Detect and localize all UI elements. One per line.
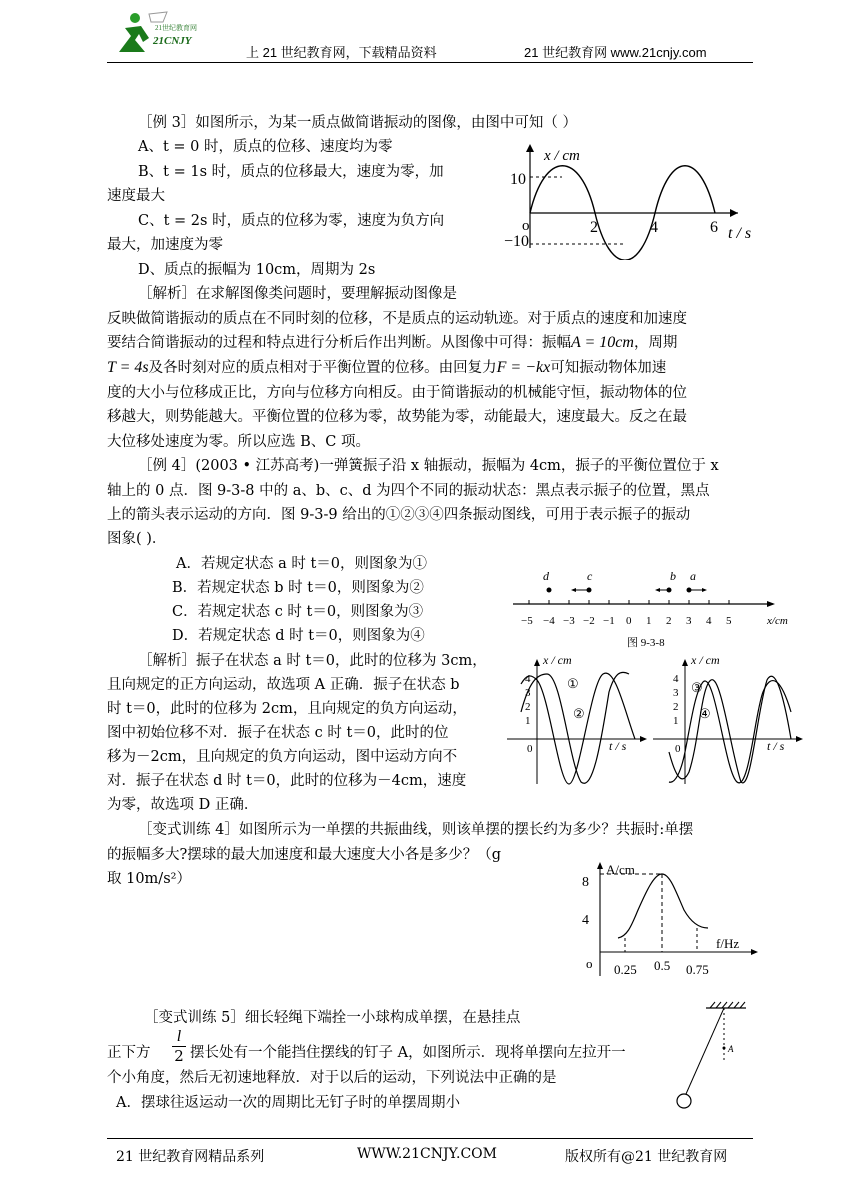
number-line-figure <box>505 566 805 656</box>
ex3-option-a: A、t = 0 时，质点的位移、速度均为零 <box>138 139 393 155</box>
plot-left <box>507 653 647 784</box>
ex4-analysis-5: 移为－2cm，且向规定的负方向运动，图中运动方向不 <box>107 749 458 765</box>
plot-right-y2: 2 <box>673 701 679 713</box>
resonance-xlabel: f/Hz <box>716 936 740 951</box>
ex4-line-3: 上的箭头表示运动的方向．图 9-3-9 给出的①②③④四条振动图线，可用于表示振子的振动 <box>107 507 691 523</box>
resonance-x2: 0.5 <box>654 958 671 973</box>
ex4-analysis-3: 时 t＝0，此时的位移为 2cm，且向规定的负方向运动， <box>107 701 467 717</box>
ex4-option-b: B．若规定状态 b 时 t＝0，则图象为② <box>172 580 424 596</box>
tick--5: −5 <box>521 615 533 627</box>
ex4-option-d: D．若规定状态 d 时 t＝0，则图象为④ <box>172 628 425 644</box>
curve-4 <box>669 681 791 783</box>
ex3-t6: 6 <box>710 219 718 236</box>
fig-caption: 图 9-3-8 <box>627 637 665 649</box>
tick-1: 1 <box>646 615 652 627</box>
logo-text-en: 21CNJY <box>153 35 192 47</box>
tick-5: 5 <box>726 615 732 627</box>
ex3-y-pos: 10 <box>510 171 526 188</box>
tick--4: −4 <box>543 615 555 627</box>
ex3-option-c-cont: 最大，加速度为零 <box>107 237 223 253</box>
drill5-line-1: ［变式训练 5］细长轻绳下端拴一小球构成单摆，在悬挂点 <box>144 1010 521 1026</box>
ex3-option-b-cont: 速度最大 <box>107 188 165 204</box>
ex3-sine-graph <box>500 140 770 260</box>
ex4-analysis-4: 图中初始位移不对．振子在状态 c 时 t＝0，此时的位 <box>107 725 449 741</box>
ex4-analysis-2: 且向规定的正方向运动，故选项 A 正确．振子在状态 b <box>107 677 460 693</box>
header-right: 21 世纪教育网 www.21cnjy.com <box>524 45 707 60</box>
ex4-option-c: C．若规定状态 c 时 t＝0，则图象为③ <box>172 604 424 620</box>
plot-right-y3: 3 <box>673 687 679 699</box>
ex3-option-c: C、t = 2s 时，质点的位移为零，速度为负方向 <box>138 213 445 229</box>
drill4-line-3: 取 10m/s²） <box>107 871 191 887</box>
footer-right: 版权所有@21 世纪教育网 <box>565 1149 728 1165</box>
plot-right-origin: 0 <box>675 743 681 755</box>
ex4-option-a: A．若规定状态 a 时 t＝0，则图象为① <box>176 556 427 572</box>
drill4-line-2: 的振幅多大?摆球的最大加速度和最大速度大小各是多少？（g <box>107 847 502 863</box>
tick--3: −3 <box>563 615 575 627</box>
state-a-label: a <box>690 569 696 583</box>
logo-text-cn: 21世纪教育网 <box>155 24 197 32</box>
ex3-analysis-3 <box>107 331 677 355</box>
ex4-line-4: 图象( )． <box>107 531 167 547</box>
tick-4: 4 <box>706 615 712 627</box>
drill5-line-2 <box>107 1041 151 1065</box>
curve-4-label: ④ <box>699 706 711 721</box>
resonance-ylabel: A/cm <box>606 862 635 877</box>
drill5-line-3: 个小角度，然后无初速地释放．对于以后的运动，下列说法中正确的是 <box>107 1070 557 1086</box>
drill4-line-1: ［变式训练 4］如图所示为一单摆的共振曲线，则该单摆的摆长约为多少？共振时:单摆 <box>138 822 694 838</box>
axis-unit: x/cm <box>767 615 788 627</box>
curve-2-label: ② <box>573 706 585 721</box>
ex3-analysis-5: 度的大小与位移成正比，方向与位移方向相反。由于简谐振动的机械能守恒，振动物体的位 <box>107 385 687 401</box>
plot-left-origin: 0 <box>527 743 533 755</box>
fraction-l-over-2 <box>172 1028 186 1065</box>
ex3-y-neg: −10 <box>504 233 530 250</box>
plot-left-ylabel: x / cm <box>543 653 572 667</box>
plot-right-xlabel: t / s <box>767 739 785 753</box>
ex3-xlabel: t / s <box>728 225 752 242</box>
state-b-label: b <box>670 569 676 583</box>
tick--2: −2 <box>583 615 595 627</box>
ex3-t2: 2 <box>590 219 598 236</box>
resonance-curve-figure <box>576 852 776 982</box>
ex4-line-2: 轴上的 0 点．图 9-3-8 中的 a、b、c、d 为四个不同的振动状态：黑点表示振子的位置，黑点 <box>107 483 710 499</box>
fraction-denominator: 2 <box>174 1047 184 1065</box>
oscillation-plots-figure <box>505 652 805 787</box>
ex3-analysis-3b: ，周期 <box>633 335 678 351</box>
drill5-line-4: A．摆球往返运动一次的周期比无钉子时的单摆周期小 <box>116 1095 460 1111</box>
plot-right-y4: 4 <box>673 673 679 685</box>
ex3-analysis-6: 移越大，则势能越大。平衡位置的位移为零，故势能为零，动能最大，速度最大。反之在最 <box>107 409 687 425</box>
pin-label: A <box>728 1044 734 1054</box>
ex3-option-b: B、t = 1s 时，质点的位移最大，速度为零，加 <box>138 164 444 180</box>
plot-right-y1: 1 <box>673 715 679 727</box>
pendulum-figure <box>670 1000 750 1115</box>
period-formula: T = 4s <box>107 359 149 376</box>
force-formula: F = −kx <box>496 359 551 376</box>
state-c-label: c <box>587 569 593 583</box>
tick--1: −1 <box>603 615 615 627</box>
ex3-analysis-4a: 及各时刻对应的质点相对于平衡位置的位移。由回复力 <box>148 360 497 376</box>
footer-center: WWW.21CNJY.COM <box>357 1146 497 1162</box>
ex4-analysis-1: ［解析］振子在状态 a 时 t＝0，此时的位移为 3cm， <box>138 653 487 669</box>
ex3-t4: 4 <box>650 219 658 236</box>
tick-3: 3 <box>686 615 692 627</box>
curve-3-label: ③ <box>691 680 703 695</box>
plot-right-ylabel: x / cm <box>691 653 720 667</box>
header-left: 上 21 世纪教育网，下载精品资料 <box>246 45 437 60</box>
header-rule <box>107 62 753 63</box>
ex3-analysis-4b: 可知振动物体加速 <box>550 360 667 376</box>
footer-rule <box>107 1138 753 1139</box>
footer-left: 21 世纪教育网精品系列 <box>116 1149 265 1165</box>
tick-0: 0 <box>626 615 632 627</box>
plot-left-y4: 4 <box>525 673 531 685</box>
runner-logo-icon <box>105 8 220 60</box>
resonance-y8: 8 <box>582 875 589 890</box>
ex3-option-d: D、质点的振幅为 10cm，周期为 2s <box>138 262 376 278</box>
resonance-curve <box>618 874 708 938</box>
pendulum-bob <box>677 1094 691 1108</box>
ex3-analysis-7: 大位移处速度为零。所以应选 B、C 项。 <box>107 434 370 450</box>
resonance-origin: o <box>586 956 593 971</box>
ex4-analysis-7: 为零，故选项 D 正确． <box>107 797 259 813</box>
ex3-analysis-4 <box>107 356 666 380</box>
nail-pin <box>723 1047 726 1050</box>
site-logo <box>105 8 220 60</box>
tick-2: 2 <box>666 615 672 627</box>
plot-right <box>653 653 803 784</box>
plot-left-xlabel: t / s <box>609 739 627 753</box>
state-d-label: d <box>543 569 549 583</box>
ex3-ylabel: x / cm <box>544 148 580 164</box>
resonance-x1: 0.25 <box>614 962 637 977</box>
ex3-analysis-3a: 要结合简谐振动的过程和特点进行分析后作出判断。从图像中可得：振幅 <box>107 335 571 351</box>
ex3-title: ［例 3］如图所示，为某一质点做简谐振动的图像，由图中可知（ ） <box>138 115 577 131</box>
state-d-dot <box>547 588 552 593</box>
drill5-line-2b: 摆长处有一个能挡住摆线的钉子 A，如图所示．现将单摆向左拉开一 <box>190 1045 626 1061</box>
drill5-line-2a: 正下方 <box>107 1045 151 1061</box>
ex3-analysis-1: ［解析］在求解图像类问题时，要理解振动图像是 <box>138 286 457 302</box>
fraction-numerator: l <box>176 1028 182 1045</box>
ex4-analysis-6: 对．振子在状态 d 时 t＝0，此时的位移为－4cm，速度 <box>107 773 467 789</box>
resonance-y4: 4 <box>582 913 589 928</box>
amplitude-formula: A = 10cm <box>571 334 634 351</box>
plot-left-y1: 1 <box>525 715 531 727</box>
ex4-line-1: ［例 4］(2003 • 江苏高考)一弹簧振子沿 x 轴振动，振幅为 4cm，振子的平衡位置位于 x <box>138 458 719 474</box>
plot-left-y3: 3 <box>525 687 531 699</box>
curve-1-label: ① <box>567 676 579 691</box>
ex3-analysis-2: 反映做简谐振动的质点在不同时刻的位移，不是质点的运动轨迹。对于质点的速度和加速度 <box>107 311 687 327</box>
plot-left-y2: 2 <box>525 701 531 713</box>
resonance-x3: 0.75 <box>686 962 709 977</box>
ex3-origin: o <box>522 218 530 234</box>
